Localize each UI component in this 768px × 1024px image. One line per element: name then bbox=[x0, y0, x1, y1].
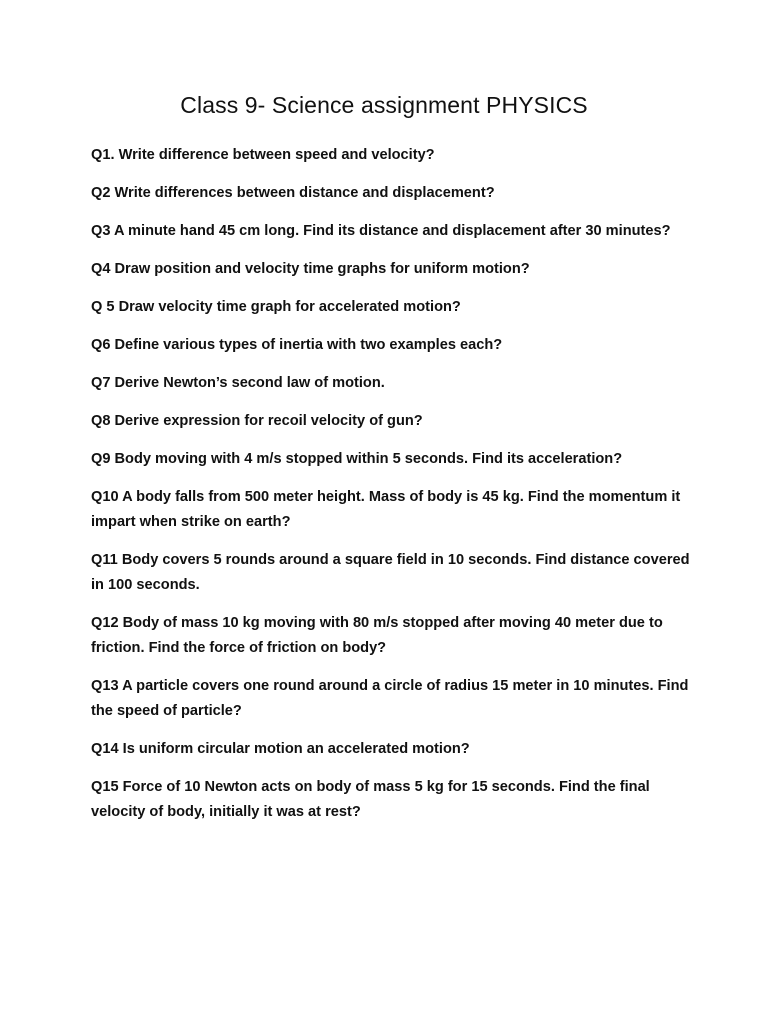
question-7: Q7 Derive Newton’s second law of motion. bbox=[91, 375, 385, 391]
question-14: Q14 Is uniform circular motion an accelerated motion? bbox=[91, 741, 470, 757]
question-list bbox=[91, 143, 701, 838]
question-1: Q1. Write difference between speed and velocity? bbox=[91, 147, 435, 163]
question-5: Q 5 Draw velocity time graph for accelerated motion? bbox=[91, 299, 461, 315]
question-9: Q9 Body moving with 4 m/s stopped within 5 seconds. Find its acceleration? bbox=[91, 451, 623, 467]
question-3: Q3 A minute hand 45 cm long. Find its distance and displacement after 30 minutes? bbox=[91, 223, 671, 239]
question-8: Q8 Derive expression for recoil velocity of gun? bbox=[91, 413, 423, 429]
question-2: Q2 Write differences between distance and displacement? bbox=[91, 185, 495, 201]
question-13: Q13 A particle covers one round around a circle of radius 15 meter in 10 minutes. Find the speed of particle? bbox=[91, 678, 689, 719]
question-11: Q11 Body covers 5 rounds around a square field in 10 seconds. Find distance covered in 100 seconds. bbox=[91, 552, 690, 593]
question-6: Q6 Define various types of inertia with two examples each? bbox=[91, 337, 503, 353]
page-title: Class 9- Science assignment PHYSICS bbox=[180, 92, 588, 118]
question-12: Q12 Body of mass 10 kg moving with 80 m/s stopped after moving 40 meter due to friction. Find the force of friction on body? bbox=[91, 615, 663, 656]
question-15: Q15 Force of 10 Newton acts on body of mass 5 kg for 15 seconds. Find the final velocity of body, initially it was at rest? bbox=[91, 779, 650, 820]
question-10: Q10 A body falls from 500 meter height. Mass of body is 45 kg. Find the momentum it impart when strike on earth? bbox=[91, 489, 681, 530]
question-4: Q4 Draw position and velocity time graphs for uniform motion? bbox=[91, 261, 530, 277]
